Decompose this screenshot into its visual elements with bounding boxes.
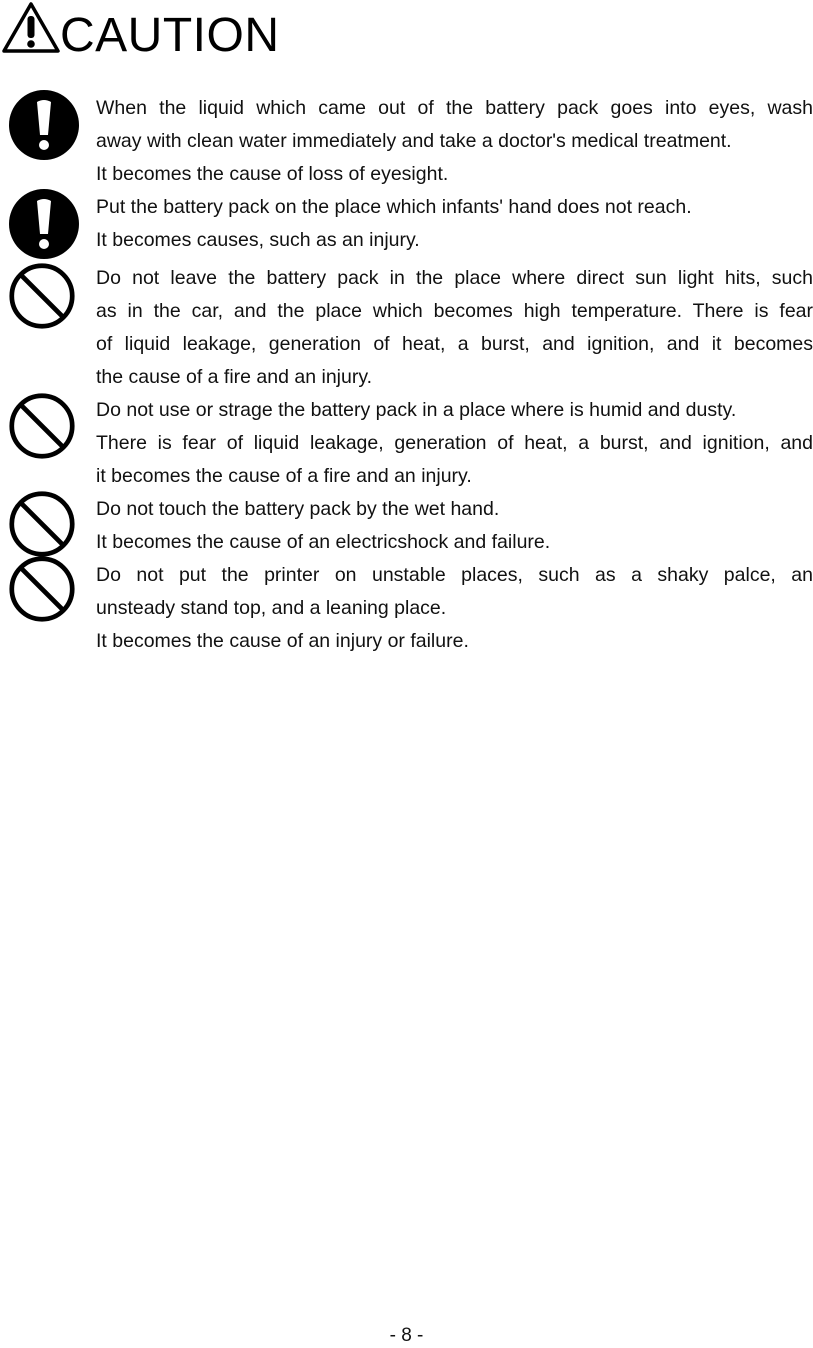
caution-item-5-line-1: Do not touch the battery pack by the wet hand. [96, 498, 500, 520]
prohibition-circle-icon [8, 555, 76, 623]
caution-item-4-line-2: There is fear of liquid leakage, generation of heat, a burst, and ignition, and [96, 432, 813, 454]
caution-title: CAUTION [60, 9, 280, 62]
caution-item-1-line-3: It becomes the cause of loss of eyesight. [96, 163, 449, 185]
caution-item-6-line-2: unsteady stand top, and a leaning place. [96, 597, 447, 619]
caution-item-1-line-1: When the liquid which came out of the battery pack goes into eyes, wash [96, 97, 813, 119]
caution-item-6-line-1: Do not put the printer on unstable places, such as a shaky palce, an [96, 564, 813, 586]
caution-item-3-line-3: of liquid leakage, generation of heat, a burst, and ignition, and it becomes [96, 333, 813, 355]
caution-item-2-line-1: Put the battery pack on the place which infants' hand does not reach. [96, 196, 692, 218]
exclamation-mandatory-icon [8, 188, 80, 260]
caution-item-6-line-3: It becomes the cause of an injury or failure. [96, 630, 469, 652]
caution-item-4-line-1: Do not use or strage the battery pack in a place where is humid and dusty. [96, 399, 737, 421]
caution-item-3-line-2: as in the car, and the place which becomes high temperature. There is fear [96, 300, 813, 322]
prohibition-circle-icon [8, 392, 76, 460]
exclamation-mandatory-icon [8, 89, 80, 161]
prohibition-circle-icon [8, 262, 76, 330]
caution-item-4-line-3: it becomes the cause of a fire and an injury. [96, 465, 472, 487]
caution-item-1-line-2: away with clean water immediately and take a doctor's medical treatment. [96, 130, 732, 152]
page-number: - 8 - [389, 1325, 424, 1346]
caution-item-5-line-2: It becomes the cause of an electricshock and failure. [96, 531, 551, 553]
caution-heading [0, 0, 400, 66]
caution-item-2-line-2: It becomes causes, such as an injury. [96, 229, 420, 251]
prohibition-circle-icon [8, 490, 76, 558]
caution-item-3-line-4: the cause of a fire and an injury. [96, 366, 373, 388]
warning-triangle-icon [1, 1, 61, 54]
caution-item-3-line-1: Do not leave the battery pack in the place where direct sun light hits, such [96, 267, 813, 289]
